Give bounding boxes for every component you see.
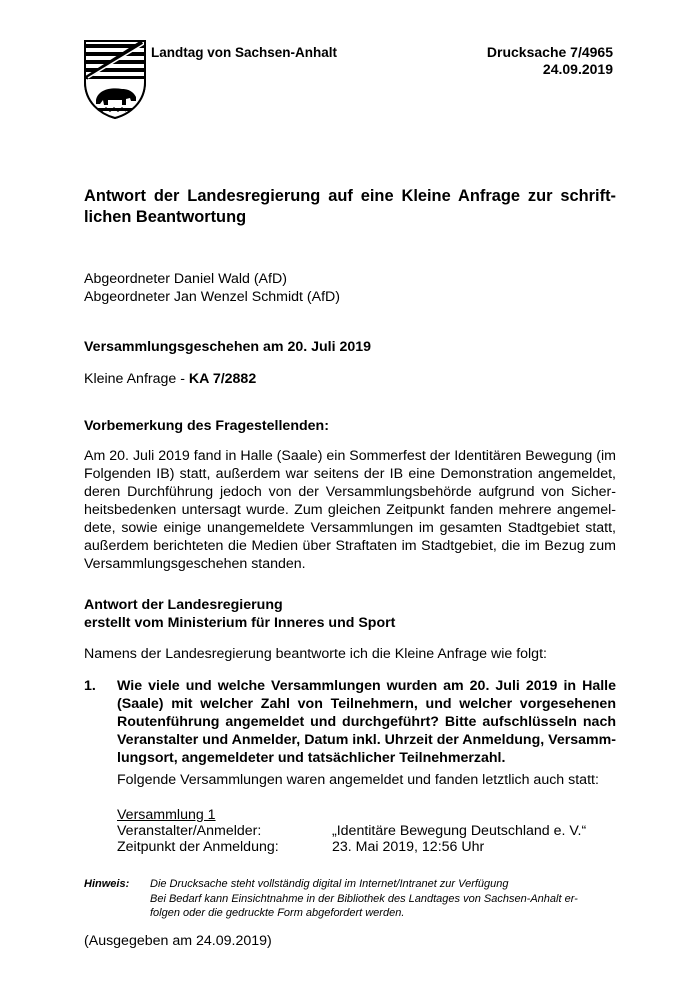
inquiry-prefix: Kleine Anfrage - <box>84 371 189 387</box>
institution-name: Landtag von Sachsen-Anhalt <box>151 45 338 60</box>
subject: Versammlungsgeschehen am 20. Juli 2019 <box>84 339 372 355</box>
question-number: 1. <box>84 678 96 694</box>
question-line: Veranstalter und Anmelder, Datum inkl. Uhrzeit der Anmeldung, Versamm- <box>117 732 616 748</box>
answer-text: Folgende Versammlungen waren angemeldet und fanden letztlich auch statt: <box>117 772 599 788</box>
inquiry-number: KA 7/2882 <box>188 371 257 387</box>
answer-heading-line-2: erstellt vom Ministerium für Inneres und Sport <box>84 615 396 631</box>
question-line: (Saale) mit welcher Zahl von Teilnehmern, und welcher vorgesehenen <box>117 696 616 712</box>
question-text <box>117 677 616 767</box>
answer-heading <box>84 596 616 632</box>
preamble-line: Versammlungsgeschehen standen. <box>84 556 306 572</box>
assembly-registration-row <box>117 838 617 856</box>
note-line: Bei Bedarf kann Einsichtnahme in der Bibliothek des Landtages von Sachsen-Anhalt er- <box>150 892 578 905</box>
question-line: lungsort, angemeldeter und tatsächlicher Teilnehmerzahl. <box>117 750 506 766</box>
inquiry-reference <box>84 370 616 388</box>
document-number-block <box>487 44 613 78</box>
preamble-line: Folgenden IB) statt, außerdem war seitens der IB eine Demonstration angemeldet, <box>84 466 616 482</box>
preamble-heading: Vorbemerkung des Fragestellenden: <box>84 418 329 434</box>
document-date: 24.09.2019 <box>542 61 613 77</box>
document-title <box>84 186 616 228</box>
issued-date: (Ausgegeben am 24.09.2019) <box>84 933 272 949</box>
coat-of-arms-icon <box>82 38 148 120</box>
author-2: Abgeordneter Jan Wenzel Schmidt (AfD) <box>84 289 341 305</box>
preamble-line: außerdem berichteten die Medien über Straftaten im Stadtgebiet, die im Bezug zum <box>84 538 616 554</box>
document-title-line-1: Antwort der Landesregierung auf eine Kleine Anfrage zur schrift- <box>84 187 616 205</box>
preamble-line: deren Durchführung jedoch von der Versammlungsbehörde aufgrund von Sicher- <box>84 484 616 500</box>
document-title-line-2: lichen Beantwortung <box>84 208 247 226</box>
preamble-line: dete, sowie einige unangemeldete Versammlungen im gesamten Stadtgebiet statt, <box>84 520 616 536</box>
preamble-line: Am 20. Juli 2019 fand in Halle (Saale) ein Sommerfest der Identitären Bewegung (im <box>84 448 616 464</box>
question-line: Routenführung angemeldet und durchgeführt? Bitte aufschlüsseln nach <box>117 714 616 730</box>
author-1: Abgeordneter Daniel Wald (AfD) <box>84 271 287 287</box>
answer-intro: Namens der Landesregierung beantworte ich die Kleine Anfrage wie folgt: <box>84 646 547 662</box>
note-line: Die Drucksache steht vollständig digital im Internet/Intranet zur Verfügung <box>150 878 509 890</box>
organizer-label: Veranstalter/Anmelder: <box>117 823 262 839</box>
note-label: Hinweis: <box>84 878 130 890</box>
preamble-text <box>84 447 616 573</box>
authors <box>84 270 616 306</box>
answer-heading-line-1: Antwort der Landesregierung <box>84 597 283 613</box>
preamble-line: heitsbedenken untersagt wurde. Zum gleichen Zeitpunkt fanden mehrere angemel- <box>84 502 616 518</box>
question-line: Wie viele und welche Versammlungen wurden am 20. Juli 2019 in Halle <box>117 678 616 694</box>
organizer-value: „Identitäre Bewegung Deutschland e. V.“ <box>332 823 587 839</box>
drucksache-number: Drucksache 7/4965 <box>486 44 613 60</box>
note-line: folgen oder die gedruckte Form abgefordert werden. <box>150 907 405 919</box>
registration-value: 23. Mai 2019, 12:56 Uhr <box>332 839 485 855</box>
assembly-title: Versammlung 1 <box>117 807 216 823</box>
registration-label: Zeitpunkt der Anmeldung: <box>117 839 279 855</box>
note-text <box>150 877 616 921</box>
